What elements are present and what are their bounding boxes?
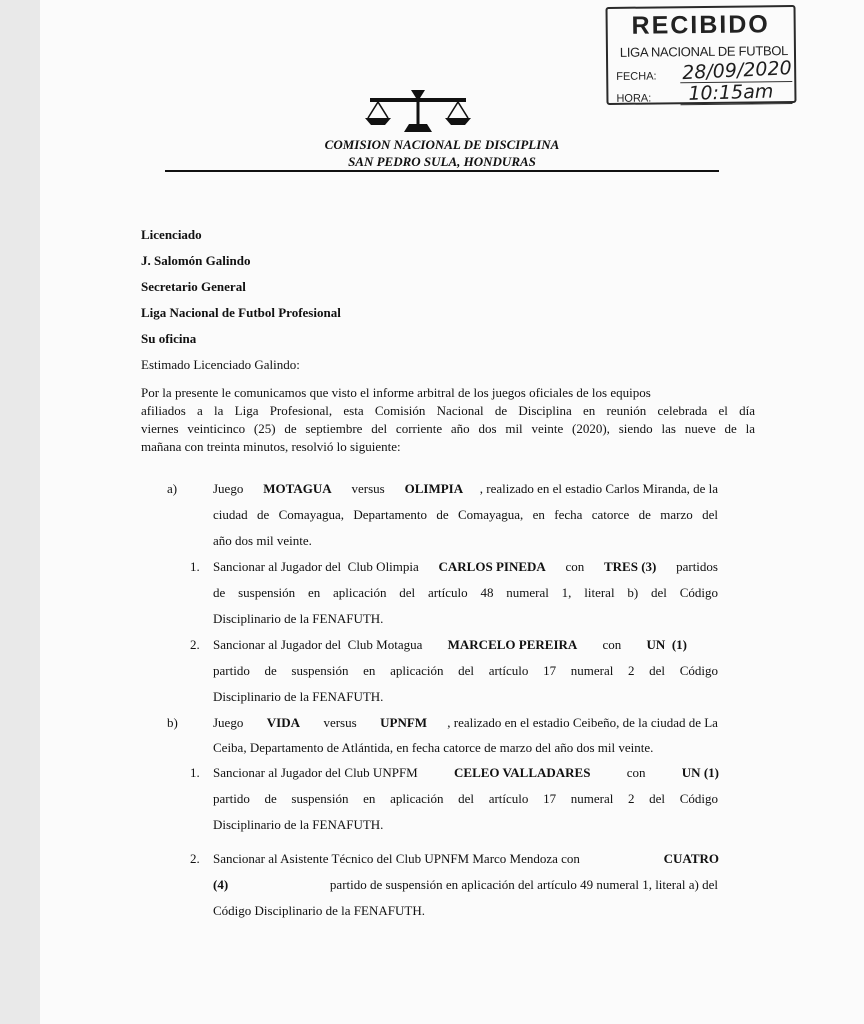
- suspension-count: UN (1): [681, 765, 719, 780]
- stamp-title: RECIBIDO: [631, 10, 770, 40]
- text-segment: con: [599, 637, 625, 652]
- text-segment: Juego: [213, 481, 247, 496]
- item-b-marker: b): [167, 715, 178, 730]
- item-a1-marker: 1.: [190, 559, 200, 574]
- text-segment: versus: [348, 481, 388, 496]
- player-name: CARLOS PINEDA: [438, 559, 546, 574]
- item-b-line-1: [213, 716, 718, 729]
- letterhead-location: SAN PEDRO SULA, HONDURAS: [348, 154, 536, 169]
- suspension-count: CUATRO: [663, 851, 719, 866]
- item-a2-marker: 2.: [190, 637, 200, 652]
- suspension-count: (4): [213, 877, 229, 892]
- item-a-line-2: ciudad de Comayagua, Departamento de Comayagua, en fecha catorce de marzo del: [213, 507, 718, 522]
- text-segment: , realizado en el estadio Ceibeño, de la ciudad de La: [447, 715, 718, 730]
- text-segment: versus: [320, 715, 360, 730]
- received-stamp: [605, 5, 796, 105]
- address-organization: Liga Nacional de Futbol Profesional: [141, 305, 341, 320]
- item-a-marker: a): [167, 481, 178, 496]
- suspension-count: TRES (3): [604, 559, 657, 574]
- address-office: Su oficina: [141, 331, 197, 346]
- text-segment: Sancionar al Jugador del Club Olimpia: [213, 559, 423, 574]
- team-name: VIDA: [266, 715, 301, 730]
- team-name: UPNFM: [380, 715, 428, 730]
- text-segment: Juego: [213, 715, 247, 730]
- item-b1-line-3: Disciplinario de la FENAFUTH.: [213, 817, 384, 832]
- item-a1-line-1: [213, 560, 718, 573]
- item-b1-line-1: [213, 766, 719, 779]
- item-a2-line-1: [213, 638, 687, 651]
- item-b1-line-2: partido de suspensión en aplicación del artículo 17 numeral 2 del Código: [213, 791, 718, 806]
- scales-of-justice-icon: [364, 86, 472, 136]
- item-a1-line-2: de suspensión en aplicación del artículo 48 numeral 1, literal b) del Código: [213, 585, 718, 600]
- address-name: J. Salomón Galindo: [141, 253, 251, 268]
- stamp-time-label: HORA:: [616, 92, 652, 105]
- salutation: Estimado Licenciado Galindo:: [141, 357, 300, 372]
- player-name: CELEO VALLADARES: [454, 765, 591, 780]
- item-a-line-3: año dos mil veinte.: [213, 533, 312, 548]
- address-position: Secretario General: [141, 279, 246, 294]
- item-b2-line-1: [213, 852, 719, 865]
- team-name: MOTAGUA: [263, 481, 332, 496]
- text-segment: Sancionar al Jugador del Club Motagua: [213, 637, 426, 652]
- stamp-date-value: 28/09/2020: [681, 57, 793, 85]
- address-title: Licenciado: [141, 227, 202, 242]
- item-b-line-2: Ceiba, Departamento de Atlántida, en fecha catorce de marzo del año dos mil veinte.: [213, 740, 654, 755]
- intro-line: afiliados a la Liga Profesional, esta Comisión Nacional de Disciplina en reunión celebrada el día: [141, 403, 755, 418]
- item-b2-marker: 2.: [190, 851, 200, 866]
- text-segment: con: [623, 765, 649, 780]
- item-a1-line-3: Disciplinario de la FENAFUTH.: [213, 611, 384, 626]
- item-b1-marker: 1.: [190, 765, 200, 780]
- item-b2-line-3: Código Disciplinario de la FENAFUTH.: [213, 903, 425, 918]
- stamp-time-value: 10:15am: [688, 80, 774, 105]
- stamp-date-label: FECHA:: [616, 70, 657, 83]
- intro-text: Por la presente le comunicamos que visto el informe arbitral de los juegos oficiales de los equipos: [141, 385, 651, 400]
- player-name: MARCELO PEREIRA: [447, 637, 578, 652]
- text-segment: partido de suspensión en aplicación del artículo 49 numeral 1, literal a) del: [326, 877, 718, 892]
- text-segment: Sancionar al Asistente Técnico del Club UPNFM Marco Mendoza con: [213, 851, 584, 866]
- suspension-count: UN (1): [646, 637, 687, 652]
- stamp-organization: LIGA NACIONAL DE FUTBOL: [619, 43, 789, 60]
- letterhead-title: COMISION NACIONAL DE DISCIPLINA: [324, 137, 560, 152]
- intro-line: mañana con treinta minutos, resolvió lo siguiente:: [141, 439, 401, 454]
- text-segment: , realizado en el estadio Carlos Miranda, de la: [479, 481, 718, 496]
- intro-line: [141, 386, 755, 399]
- item-a2-line-2: partido de suspensión en aplicación del artículo 17 numeral 2 del Código: [213, 663, 718, 678]
- item-b2-line-2: [213, 878, 718, 891]
- letterhead-rule: [165, 170, 719, 172]
- text-segment: con: [562, 559, 588, 574]
- text-segment: partidos: [672, 559, 718, 574]
- text-segment: Sancionar al Jugador del Club UNPFM: [213, 765, 421, 780]
- intro-line: viernes veinticinco (25) de septiembre del corriente año dos mil veinte (2020), siendo las nueve de la: [141, 421, 755, 436]
- item-a2-line-3: Disciplinario de la FENAFUTH.: [213, 689, 384, 704]
- item-a-line-1: [213, 482, 718, 495]
- team-name: OLIMPIA: [404, 481, 464, 496]
